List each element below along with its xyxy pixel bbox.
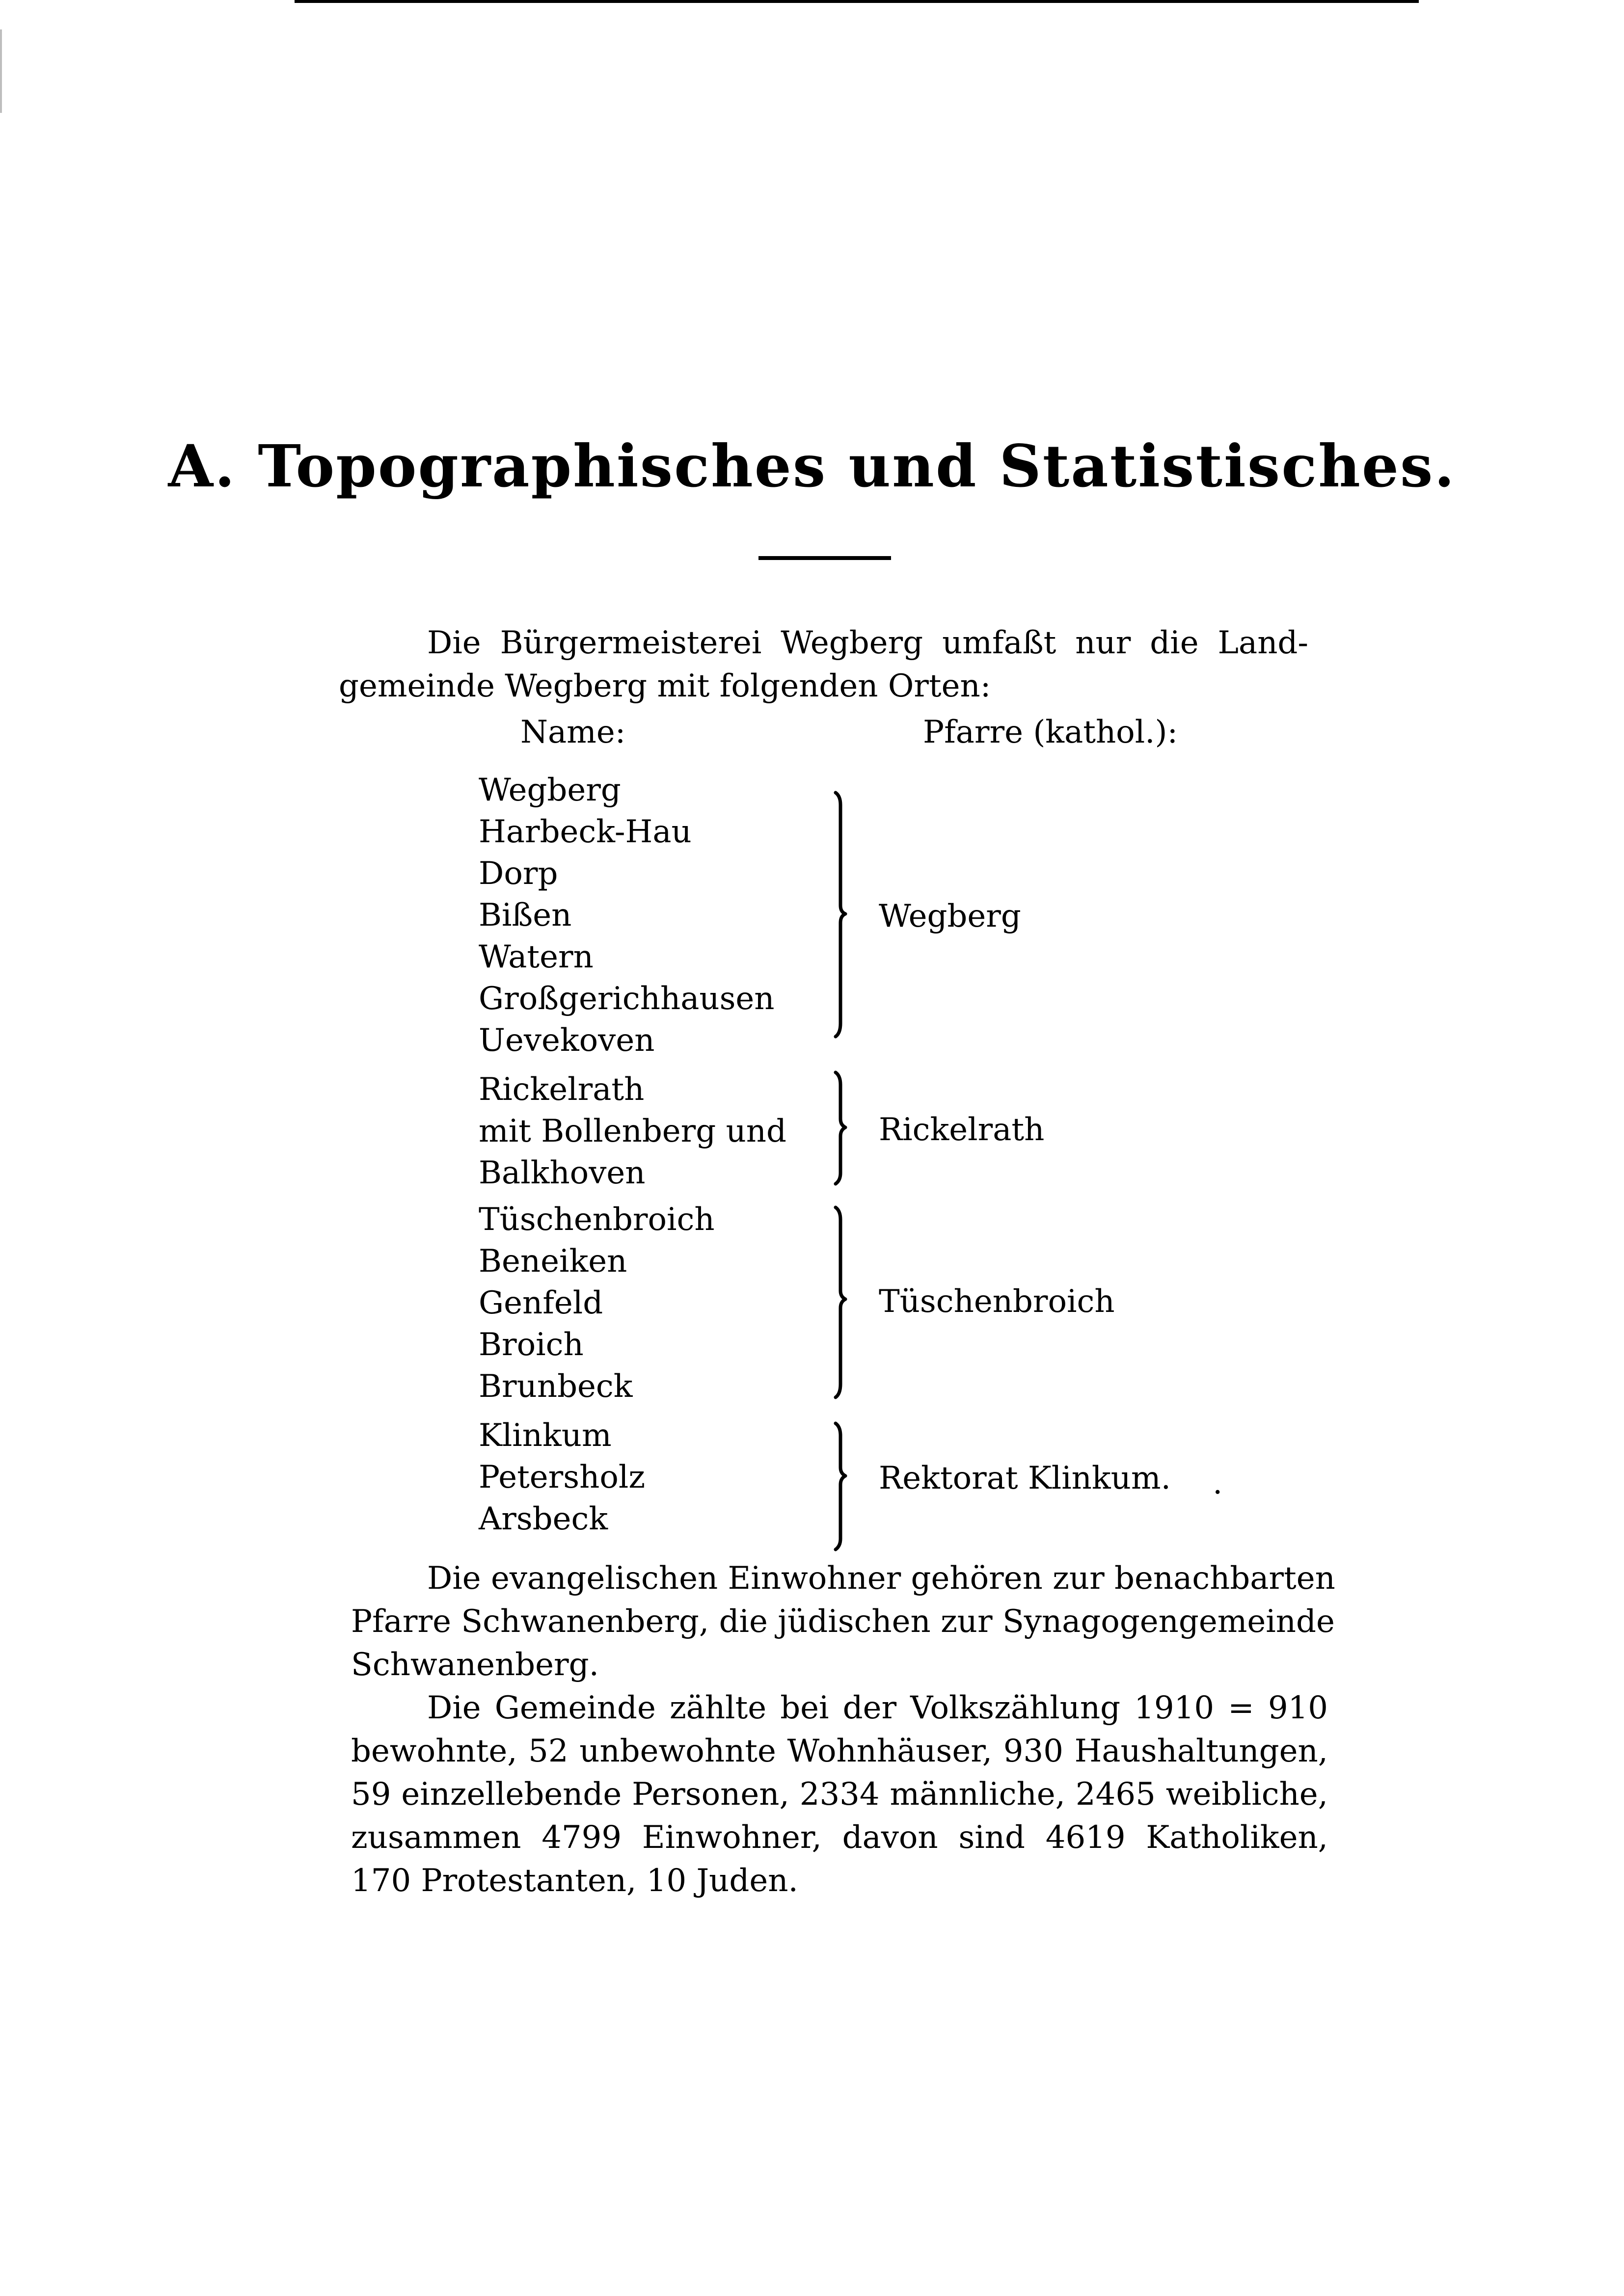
place-name: Balkhoven — [479, 1155, 646, 1191]
brace-group-3 — [836, 1207, 845, 1397]
place-name: Großgerichhausen — [479, 981, 775, 1017]
parish-name: Wegberg — [879, 898, 1021, 934]
place-name: Petersholz — [479, 1459, 646, 1495]
para2-line-1: Die Gemeinde zählte bei der Volkszählung 1910 = 910 — [427, 1690, 1328, 1726]
place-name: Harbeck-Hau — [479, 814, 692, 850]
brace-group-2 — [836, 1072, 845, 1184]
intro-line-1: Die Bürgermeisterei Wegberg umfaßt nur die Land- — [427, 625, 1308, 661]
para2-line-2: bewohnte, 52 unbewohnte Wohnhäuser, 930 Haushaltungen, — [351, 1733, 1328, 1769]
stray-mark: . — [1213, 1465, 1223, 1501]
para1-line-2: Pfarre Schwanenberg, die jüdischen zur Synagogengemeinde — [351, 1603, 1335, 1640]
parish-name: Rickelrath — [879, 1112, 1045, 1148]
place-name: Arsbeck — [479, 1501, 608, 1537]
place-name: Dorp — [479, 855, 558, 892]
place-name: Brunbeck — [479, 1368, 633, 1405]
intro-line-2: gemeinde Wegberg mit folgenden Orten: — [339, 668, 991, 704]
place-name: Bißen — [479, 897, 572, 934]
place-name: Beneiken — [479, 1243, 627, 1280]
brace-group-1 — [836, 793, 845, 1037]
parish-name: Rektorat Klinkum. — [879, 1460, 1171, 1496]
column-header-parish: Pfarre (kathol.): — [923, 714, 1178, 750]
column-header-name: Name: — [520, 714, 626, 750]
brace-group-4 — [836, 1423, 845, 1549]
place-name: Genfeld — [479, 1285, 603, 1321]
para2-line-3: 59 einzellebende Personen, 2334 männliche, 2465 weibliche, — [351, 1776, 1328, 1813]
page-title: A. Topographisches und Statistisches. — [168, 432, 1456, 500]
place-name: Tüschenbroich — [479, 1201, 715, 1238]
para2-line-4: zusammen 4799 Einwohner, davon sind 4619 Katholiken, — [351, 1819, 1328, 1856]
place-name: Watern — [479, 939, 594, 975]
para1-line-3: Schwanenberg. — [351, 1647, 599, 1683]
place-name: Broich — [479, 1327, 584, 1363]
parish-name: Tüschenbroich — [879, 1283, 1115, 1320]
para2-line-5: 170 Protestanten, 10 Juden. — [351, 1863, 798, 1899]
place-name: Wegberg — [479, 772, 621, 808]
place-name: Rickelrath — [479, 1071, 645, 1108]
place-name: Uevekoven — [479, 1022, 655, 1059]
para1-line-1: Die evangelischen Einwohner gehören zur benachbarten — [427, 1560, 1335, 1597]
place-name: mit Bollenberg und — [479, 1113, 786, 1149]
place-name: Klinkum — [479, 1417, 612, 1454]
